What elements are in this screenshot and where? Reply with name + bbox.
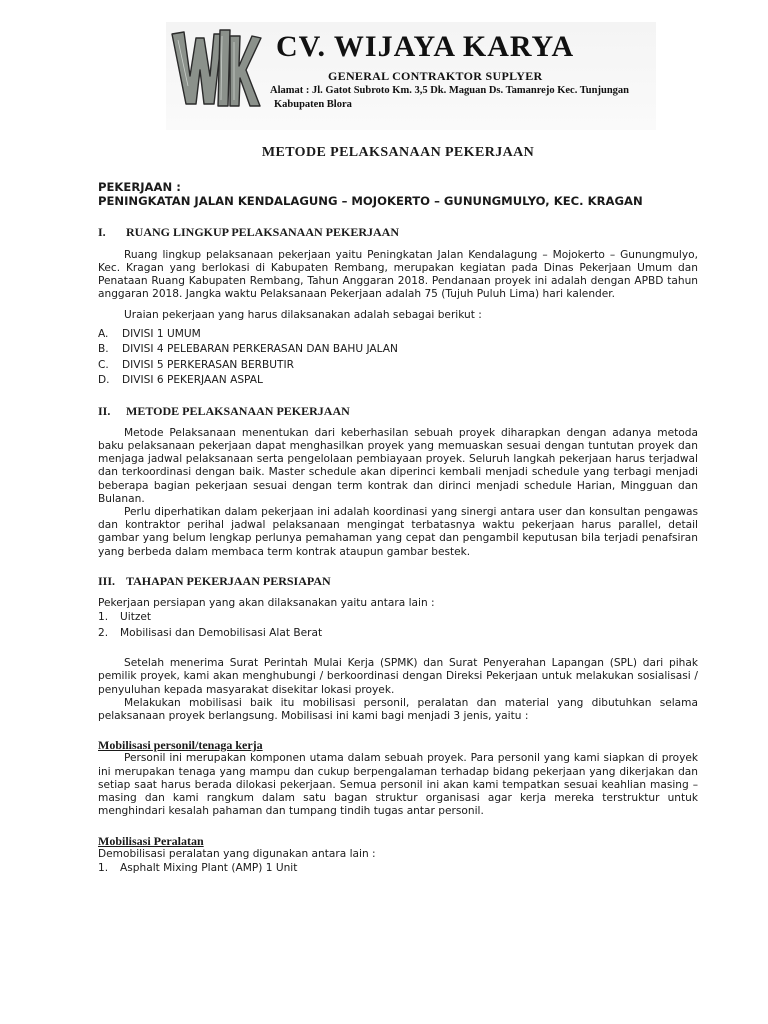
section-2-paragraph-2: Perlu diperhatikan dalam pekerjaan ini adalah koordinasi yang sinergi antara user dan konsultan pengawas dan kontraktor perihal jadwal pelaksanaan mengingat terbatasnya waktu pekerjaan harus parallel, detail gambar yang belum lengkap perlunya pemahaman yang cepat dan pengambil keputusan bila terjadi penafsiran yang berbeda dalam membaca term kontrak ataupun gambar bestek. xyxy=(98,506,698,558)
section-3-intro: Pekerjaan persiapan yang akan dilaksanakan yaitu antara lain : xyxy=(98,597,435,610)
section-heading-1 xyxy=(98,226,698,239)
address-line-1: Alamat : Jl. Gatot Subroto Km. 3,5 Dk. Maguan Ds. Tamanrejo Kec. Tunjungan xyxy=(270,85,629,96)
list-item xyxy=(98,373,698,389)
list-item xyxy=(98,861,698,877)
job-title: PENINGKATAN JALAN KENDALAGUNG – MOJOKERTO – GUNUNGMULYO, KEC. KRAGAN xyxy=(98,194,643,209)
list-marker: B. xyxy=(98,343,109,356)
job-label: PEKERJAAN : xyxy=(98,180,181,195)
company-name: CV. WIJAYA KARYA xyxy=(276,30,575,63)
company-logo xyxy=(170,26,262,110)
list-text: DIVISI 5 PERKERASAN BERBUTIR xyxy=(122,358,294,371)
list-marker: D. xyxy=(98,374,110,387)
company-subtitle: GENERAL CONTRAKTOR SUPLYER xyxy=(328,69,543,83)
section-title: METODE PELAKSANAAN PEKERJAAN xyxy=(126,403,350,418)
list-text: Uitzet xyxy=(120,611,152,624)
subheading-personil: Mobilisasi personil/tenaga kerja xyxy=(98,738,263,753)
peralatan-intro: Demobilisasi peralatan yang digunakan antara lain : xyxy=(98,847,376,860)
section-heading-2 xyxy=(98,405,698,418)
document-title: METODE PELAKSANAAN PEKERJAAN xyxy=(261,145,535,160)
list-marker: 1. xyxy=(98,611,109,624)
list-text: Mobilisasi dan Demobilisasi Alat Berat xyxy=(120,626,323,639)
section-title: TAHAPAN PEKERJAAN PERSIAPAN xyxy=(126,573,331,588)
list-text: Asphalt Mixing Plant (AMP) 1 Unit xyxy=(120,861,298,874)
section-number: III. xyxy=(98,573,116,588)
division-list xyxy=(98,327,698,389)
list-text: DIVISI 6 PEKERJAAN ASPAL xyxy=(122,374,263,387)
list-marker: 1. xyxy=(98,861,109,874)
document-body xyxy=(98,146,698,876)
section-2-paragraph-1: Metode Pelaksanaan menentukan dari keberhasilan sebuah proyek diharapkan dengan adanya metoda baku pelaksanaan pekerjaan dapat menghasilkan proyek yang memuaskan sesuai dengan tuntutan proyek dan menjaga jadwal pelaksanaan serta pengelolaan pembiayaan proyek. Seluruh langkah pekerjaan harus terjadwal dan terkoordinasi dengan baik. Master schedule akan diperinci kembali menjadi schedule yang terbagi menjadi beberapa bagian pekerjaan sesuai dengan term kontrak dan dirinci menjadi schedule Harian, Mingguan dan Bulanan. xyxy=(98,426,698,505)
section-heading-3 xyxy=(98,575,698,588)
preparation-list xyxy=(98,610,698,641)
address-line-2: Kabupaten Blora xyxy=(274,99,352,110)
section-number: II. xyxy=(98,403,111,418)
equipment-list xyxy=(98,861,698,877)
personil-paragraph: Personil ini merupakan komponen utama dalam sebuah proyek. Para personil yang kami siapkan di proyek ini merupakan tenaga yang mampu dan cukup berpengalaman terhadap bidang pekerjaan yang dikerjakan dan setiap saat harus berada dilokasi pekerjaan. Semua personil ini akan kami tempatkan sesuai keahlian masing – masing dan kami rangkum dalam satu bagan struktur organisasi agar kerja mereka terstruktur untuk menghindari kesalah pahaman dan tumpang tindih tugas antar personil. xyxy=(98,752,698,818)
list-item xyxy=(98,626,698,642)
section-title: RUANG LINGKUP PELAKSANAAN PEKERJAAN xyxy=(126,225,400,240)
list-item xyxy=(98,342,698,358)
section-3-paragraph-1: Setelah menerima Surat Perintah Mulai Kerja (SPMK) dan Surat Penyerahan Lapangan (SPL) dari pihak pemilik proyek, kami akan menghubungi / berkoordinasi dengan Direksi Pekerjaan untuk melakukan sosialisasi / penyuluhan kepada masyarakat disekitar lokasi proyek. xyxy=(98,657,698,696)
section-number: I. xyxy=(98,225,106,240)
list-marker: C. xyxy=(98,358,109,371)
list-text: DIVISI 4 PELEBARAN PERKERASAN DAN BAHU JALAN xyxy=(122,343,398,356)
subheading-peralatan: Mobilisasi Peralatan xyxy=(98,833,204,848)
list-item xyxy=(98,327,698,343)
list-marker: 2. xyxy=(98,626,109,639)
section-3-paragraph-2: Melakukan mobilisasi baik itu mobilisasi personil, peralatan dan material yang dibutuhkan selama pelaksanaan proyek berlangsung. Mobilisasi ini kami bagi menjadi 3 jenis, yaitu : xyxy=(98,696,698,723)
company-address xyxy=(270,84,655,112)
letterhead xyxy=(166,22,656,130)
list-text: DIVISI 1 UMUM xyxy=(122,327,201,340)
list-item xyxy=(98,610,698,626)
section-1-list-intro: Uraian pekerjaan yang harus dilaksanakan adalah sebagai berikut : xyxy=(124,309,482,322)
list-item xyxy=(98,358,698,374)
section-1-paragraph: Ruang lingkup pelaksanaan pekerjaan yaitu Peningkatan Jalan Kendalagung – Mojokerto – Gunungmulyo, Kec. Kragan yang berlokasi di Kabupaten Rembang, merupakan kegiatan pada Dinas Pekerjaan Umum dan Penataan Ruang Kabupaten Rembang, Tahun Anggaran 2018. Pendanaan proyek ini adalah dengan APBD tahun anggaran 2018. Jangka waktu Pelaksanaan Pekerjaan adalah 75 (Tujuh Puluh Lima) hari kalender. xyxy=(98,248,698,301)
list-marker: A. xyxy=(98,327,109,340)
